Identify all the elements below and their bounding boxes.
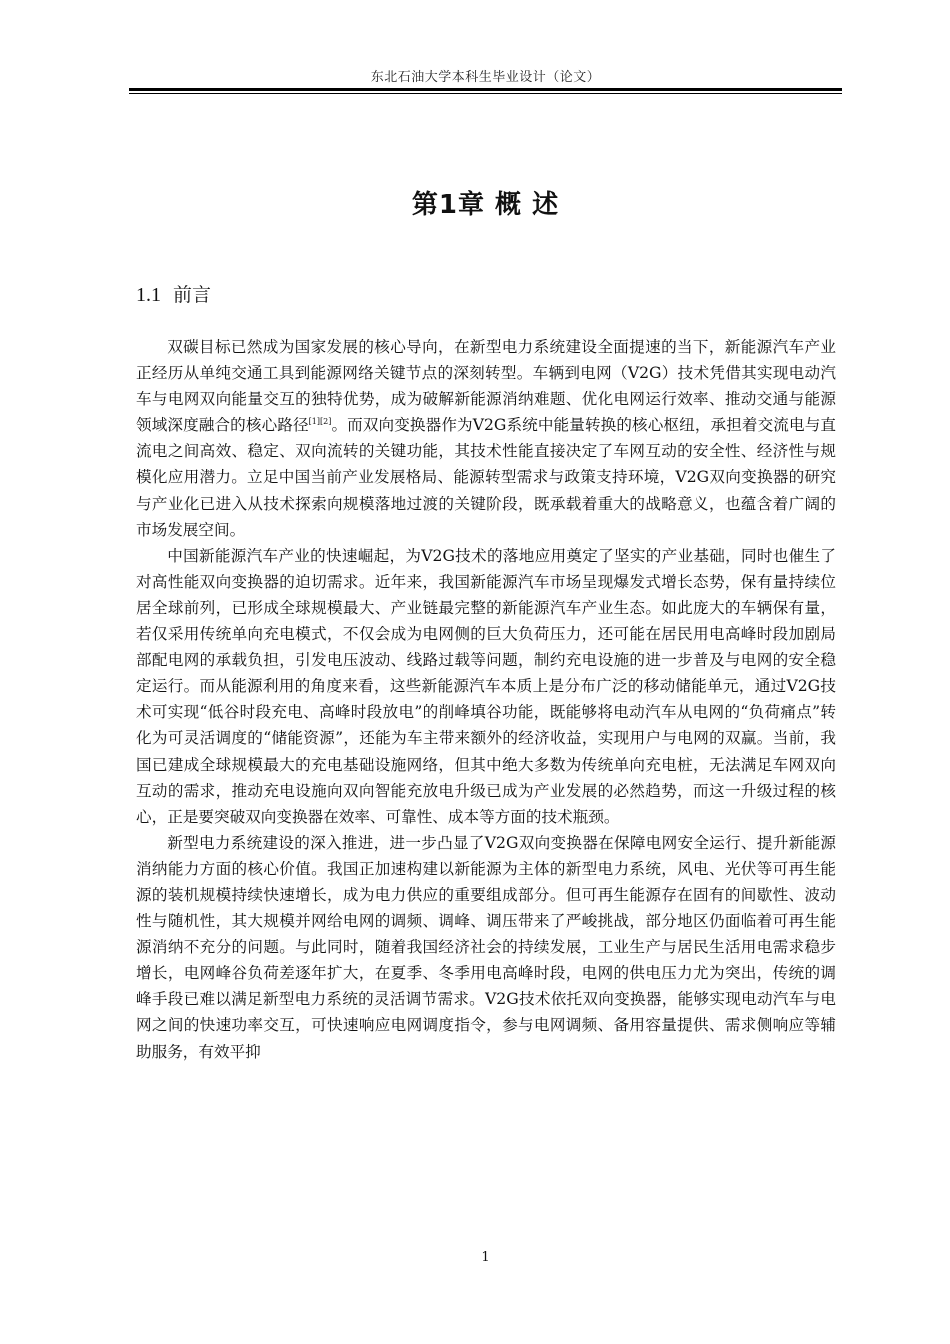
paragraph-2: 中国新能源汽车产业的快速崛起，为V2G技术的落地应用奠定了坚实的产业基础，同时也催生了对高性能双向变换器的迫切需求。近年来，我国新能源汽车市场呈现爆发式增长态势，保有量持续位居全球前列，已形成全球规模最大、产业链最完整的新能源汽车产业生态。如此庞大的车辆保有量，若仅采用传统单向充电模式，不仅会成为电网侧的巨大负荷压力，还可能在居民用电高峰时段加剧局部配电网的承载负担，引发电压波动、线路过载等问题，制约充电设施的进一步普及与电网的安全稳定运行。而从能源利用的角度来看，这些新能源汽车本质上是分布广泛的移动储能单元，通过V2G技术可实现“低谷时段充电、高峰时段放电”的削峰填谷功能，既能够将电动汽车从电网的“负荷痛点”转化为可灵活调度的“储能资源”，还能为车主带来额外的经济收益，实现用户与电网的双赢。当前，我国已建成全球规模最大的充电基础设施网络，但其中绝大多数为传统单向充电桩，无法满足车网双向互动的需求，推动充电设施向双向智能充放电升级已成为产业发展的必然趋势，而这一升级过程的核心，正是要突破双向变换器在效率、可靠性、成本等方面的技术瓶颈。 xyxy=(136,546,836,826)
header-rule-thin xyxy=(129,93,842,94)
paragraph-1 xyxy=(136,334,836,543)
page-number: 1 xyxy=(481,1250,490,1265)
section-title: 前言 xyxy=(173,284,212,306)
section-number: 1.1 xyxy=(136,284,161,306)
citation-1-2: [1][2] xyxy=(308,417,332,427)
section-heading xyxy=(136,280,211,307)
page-header: 东北石油大学本科生毕业设计（论文） xyxy=(370,70,601,85)
paragraph-1-text-b: 。而双向变换器作为V2G系统中能量转换的核心枢纽，承担着交流电与直流电之间高效、稳定、双向流转的关键功能，其技术性能直接决定了车网互动的安全性、经济性与规模化应用潜力。立足中国当前产业发展格局、能源转型需求与政策支持环境，V2G双向变换器的研究与产业化已进入从技术探索向规模落地过渡的关键阶段，既承载着重大的战略意义，也蕴含着广阔的市场发展空间。 xyxy=(136,416,836,539)
body-text xyxy=(136,334,836,1065)
header-rule-thick xyxy=(129,88,842,91)
paragraph-1-text-a: 双碳目标已然成为国家发展的核心导向，在新型电力系统建设全面提速的当下，新能源汽车产业正经历从单纯交通工具到能源网络关键节点的深刻转型。车辆到电网（V2G）技术凭借其实现电动汽车与电网双向能量交互的独特优势，成为破解新能源消纳难题、优化电网运行效率、推动交通与能源领域深度融合的核心路径 xyxy=(136,338,836,435)
chapter-title: 第1章 概 述 xyxy=(411,190,560,220)
paragraph-3: 新型电力系统建设的深入推进，进一步凸显了V2G双向变换器在保障电网安全运行、提升新能源消纳能力方面的核心价值。我国正加速构建以新能源为主体的新型电力系统，风电、光伏等可再生能源的装机规模持续快速增长，成为电力供应的重要组成部分。但可再生能源存在固有的间歇性、波动性与随机性，其大规模并网给电网的调频、调峰、调压带来了严峻挑战，部分地区仍面临着可再生能源消纳不充分的问题。与此同时，随着我国经济社会的持续发展，工业生产与居民生活用电需求稳步增长，电网峰谷负荷差逐年扩大，在夏季、冬季用电高峰时段，电网的供电压力尤为突出，传统的调峰手段已难以满足新型电力系统的灵活调节需求。V2G技术依托双向变换器，能够实现电动汽车与电网之间的快速功率交互，可快速响应电网调度指令，参与电网调频、备用容量提供、需求侧响应等辅助服务，有效平抑 xyxy=(136,833,836,1061)
